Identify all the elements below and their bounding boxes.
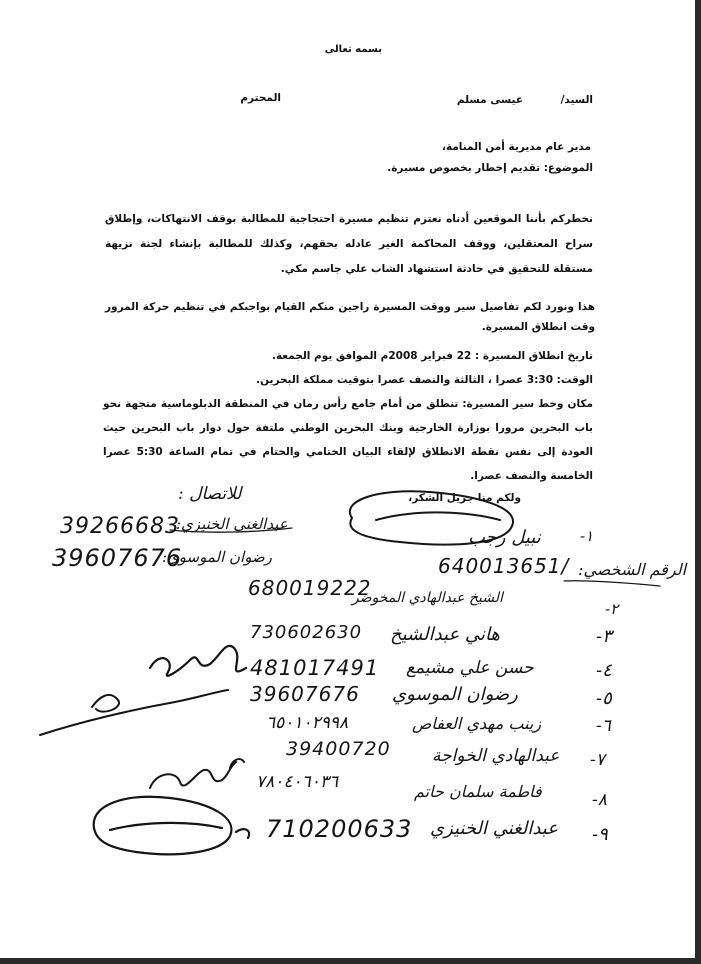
signatory-name-2: الشيخ عبدالهادي المخوضر (352, 590, 503, 606)
scan-edge-bottom (0, 958, 701, 964)
signatory-number-9: ٩- (592, 824, 608, 845)
contact-name-2: رضوان الموسوي: (162, 548, 272, 566)
signatory-id-9: 710200633 (266, 815, 413, 843)
signatory-id-6: ٦٥٠١٠٢٩٩٨ (266, 713, 349, 733)
contact-phone-1: 39266683 (60, 514, 180, 539)
signature-oval-1 (350, 491, 513, 544)
signatory-id-2: 680019222 (248, 576, 372, 600)
signature-8 (150, 759, 244, 788)
signatory-id-4: 481017491 (250, 656, 380, 680)
signature-5 (40, 690, 228, 735)
march-date: تاريخ انطلاق المسيرة : 22 فبراير 2008م الموافق يوم الجمعة. (271, 350, 593, 362)
signatory-number-1: ١- (580, 527, 594, 545)
id-header-stroke (564, 581, 660, 586)
signatory-number-5: ٥- (596, 688, 612, 709)
signatory-number-7: ٧- (590, 750, 605, 770)
request-paragraph: هذا ونورد لكم تفاصيل سير ووقت المسيرة راجين منكم القيام بواجبكم في تنظيم حركة المرور وقت انطلاق المسيرة. (105, 301, 595, 333)
signature-9 (94, 797, 249, 855)
contact-name-1: عبدالغني الخنيزي: (176, 515, 288, 533)
addressee-honorific: المحترم (240, 92, 281, 104)
scan-edge-right (695, 0, 701, 964)
signatory-id-1: 640013651/ (438, 554, 570, 578)
signatory-name-3: هاني عبدالشيخ (390, 624, 500, 645)
contact-phone-2: 39607676 (52, 544, 183, 572)
addressee-name: عيسى مسلم (456, 94, 523, 106)
addressee-label: السيد/ (560, 94, 593, 106)
signatory-id-7: 39400720 (286, 738, 391, 760)
signatory-id-5: 39607676 (250, 682, 360, 706)
intro-paragraph: نخطركم بأننا الموقعين أدناه نعتزم تنظيم مسيرة احتجاجية للمطالبة بوقف الانتهاكات، وإطلاق سراح المعتقلين، ووقف المحاكمة الغير عادله بحقهم، وكذلك للمطالبة بإنشاء لجنة نزيهة مستقلة للتحقيق في حادثة استشهاد الشاب علي جاسم مكي. (105, 213, 593, 275)
id-column-header: الرقم الشخصي: (578, 560, 687, 579)
recipient-title: مدير عام مديرية أمن المنامة، (441, 141, 591, 153)
signatory-name-9: عبدالغني الخنيزي (430, 818, 558, 839)
signatory-number-6: ٦- (596, 716, 611, 736)
march-time: الوقت: 3:30 عصرا ، الثالثة والنصف عصرا بتوقيت مملكة البحرين. (256, 374, 593, 386)
march-route: مكان وخط سير المسيرة: تنطلق من أمام جامع رأس رمان في المنطقة الدبلوماسية متجهة نحو باب البحرين مرورا بوزارة الخارجية وبنك البحرين الوطني ملتفة حول دوار باب البحرين حيث العودة إلى نفس نقطة الانطلاق لإلقاء البيان الختامي والختام في تمام الساعة 5:30 عصرا الخامسة والنصف عصرا. (103, 398, 593, 482)
signatory-name-7: عبدالهادي الخواجة (432, 746, 560, 766)
signatory-number-4: ٤- (596, 660, 612, 681)
signatory-name-6: زينب مهدي العفاص (412, 714, 542, 733)
signatory-name-8: فاطمة سلمان حاتم (414, 782, 542, 801)
signatory-name-1: نبيل رجب (468, 527, 541, 548)
signatory-number-2: ٢- (605, 600, 619, 618)
signatory-name-4: حسن علي مشيمع (406, 658, 534, 678)
closing-line: ولكم منا جزيل الشكر، (408, 492, 521, 504)
contact-underline (170, 528, 292, 532)
signatory-number-3: ٣- (596, 626, 612, 647)
signatory-id-3: 730602630 (250, 622, 363, 643)
signature-4 (150, 646, 246, 676)
subject-line: الموضوع: تقديم إخطار بخصوص مسيرة. (387, 162, 593, 174)
signatory-number-8: ٨- (592, 790, 607, 810)
signatory-id-8: ٧٨٠٤٠٦٠٣٦ (256, 772, 339, 792)
basmala: بسمه تعالى (324, 44, 382, 55)
signatory-name-5: رضوان الموسوي (392, 684, 518, 705)
contact-title: للاتصال : (178, 484, 242, 504)
